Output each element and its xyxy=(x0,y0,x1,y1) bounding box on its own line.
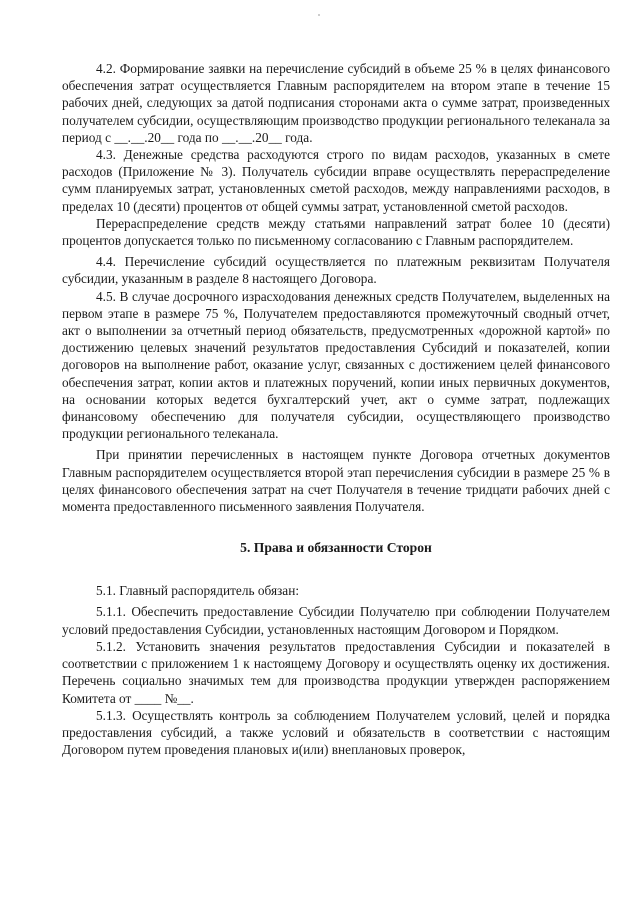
paragraph-4-5: 4.5. В случае досрочного израсходования денежных средств Получателем, выделенных на первом этапе в размере 75 %, Получателем предоставляются промежуточный сводный отчет, акт о выполнении за отчетный период обязательств, предусмотренных «дорожной картой» по достижению целевых значений результатов предоставления Субсидий и показателей, копии договоров на выполнение работ, оказание услуг, связанных с достижением целей финансового обеспечения затрат, копии актов и платежных поручений, копии иных первичных документов, на основании которых ведется бухгалтерский учет, акт о сумме затрат, подлежащих финансовому обеспечению для получателя субсидии, осуществляющего производство продукции регионального телеканала. xyxy=(62,288,610,442)
paragraph-5-1-2: 5.1.2. Установить значения результатов предоставления Субсидии и показателей в соответствии с приложением 1 к настоящему Договору и осуществлять оценку их достижения. Перечень социально значимых тем для производства продукции утвержден распоряжением Комитета от ____ №__. xyxy=(62,638,610,706)
paragraph-4-4: 4.4. Перечисление субсидий осуществляется по платежным реквизитам Получателя субсидии, указанным в разделе 8 настоящего Договора. xyxy=(62,254,610,287)
paragraph-second-stage: При принятии перечисленных в настоящем пункте Договора отчетных документов Главным распорядителем осуществляется второй этап перечисления субсидии в размере 25 % в целях финансового обеспечения затрат на счет Получателя в течение тридцати рабочих дней с момента предоставленного письменного заявления Получателя. xyxy=(62,447,610,515)
paragraph-5-1-3: 5.1.3. Осуществлять контроль за соблюдением Получателем условий, целей и порядка предоставления субсидий, а также условий и обязательств в соответствии с настоящим Договором путем проведения плановых и(или) внеплановых проверок, xyxy=(62,707,610,758)
scan-dot xyxy=(318,14,320,16)
paragraph-4-3: 4.3. Денежные средства расходуются строго по видам расходов, указанных в смете расходов (Приложение № 3). Получатель субсидии вправе осуществлять перераспределение сумм планируемых затрат, установленных сметой расходов, между направлениями расходов, в пределах 10 (десяти) процентов от общей суммы затрат, установленной сметой расходов. xyxy=(62,147,610,214)
paragraph-redistribution: Перераспределение средств между статьями направлений затрат более 10 (десяти) процентов допускается только по письменному согласованию с Главным распорядителем. xyxy=(62,215,610,249)
paragraph-5-1-1: 5.1.1. Обеспечить предоставление Субсидии Получателю при соблюдении Получателем условий предоставления Субсидии, установленных настоящим Договором и Порядком. xyxy=(62,604,610,637)
paragraph-5-1: 5.1. Главный распорядитель обязан: xyxy=(96,583,300,599)
paragraph-4-2: 4.2. Формирование заявки на перечисление субсидий в объеме 25 % в целях финансового обеспечения затрат осуществляется Главным распорядителем на втором этапе в течение 15 рабочих дней, следующих за датой подписания сторонами акта о сумме затрат, произведенных получателем субсидии, осуществляющим производство продукции регионального телеканала за период с __.__.20__ года по __.__.20__ года. xyxy=(62,61,610,145)
section-heading-5: 5. Права и обязанности Сторон xyxy=(240,540,432,556)
document-body xyxy=(62,60,610,758)
